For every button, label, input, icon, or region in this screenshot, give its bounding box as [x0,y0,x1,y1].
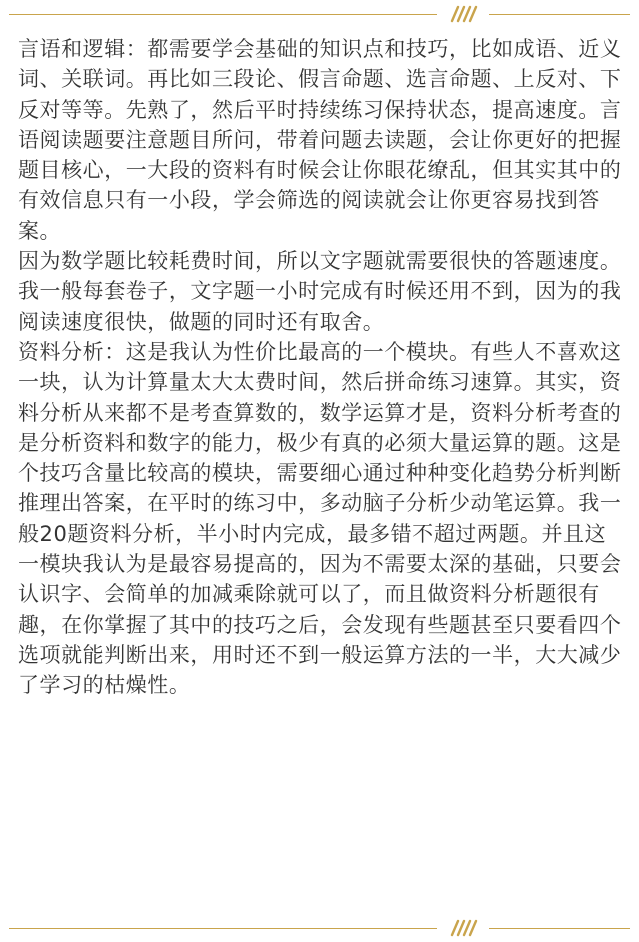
slash-ornament-icon [447,919,479,937]
paragraph-text-speed: 因为数学题比较耗费时间，所以文字题就需要很快的答题速度。我一般每套卷子，文字题一小时完成有时候还用不到，因为的我阅读速度很快，做题的同时还有取舍。 [18,249,622,334]
top-divider [0,4,639,24]
slash-ornament-icon [447,5,479,23]
paragraph-data-analysis: 资料分析：这是我认为性价比最高的一个模块。有些人不喜欢这一块，认为计算量太大太费时间，然后拼命练习速算。其实，资料分析从来都不是考查算数的，数学运算才是，资料分析考查的是分析资料和数字的能力，极少有真的必须大量运算的题。这是个技巧含量比较高的模块，需要细心通过种种变化趋势分析判断推理出答案，在平时的练习中，多动脑子分析少动笔运算。我一般20题资料分析，半小时内完成，最多错不超过两题。并且这一模块我认为是最容易提高的，因为不需要太深的基础，只要会认识字、会简单的加减乘除就可以了，而且做资料分析题很有趣，在你掌握了其中的技巧之后，会发现有些题甚至只要看四个选项就能判断出来，用时还不到一般运算方法的一半，大大减少了学习的枯燥性。 [18,339,622,698]
article-body [18,34,623,701]
top-divider-line-right [489,14,630,15]
bottom-divider-line-right [489,928,630,929]
top-divider-line-left [9,14,437,15]
bottom-divider [0,918,639,938]
paragraph-verbal-logic: 言语和逻辑：都需要学会基础的知识点和技巧，比如成语、近义词、关联词。再比如三段论、假言命题、选言命题、上反对、下反对等等。先熟了，然后平时持续练习保持状态，提高速度。言语阅读题要注意题目所问，带着问题去读题，会让你更好的把握题目核心，一大段的资料有时候会让你眼花缭乱，但其实其中的有效信息只有一小段，学会筛选的阅读就会让你更容易找到答案。 [18,37,622,243]
bottom-divider-line-left [9,928,437,929]
